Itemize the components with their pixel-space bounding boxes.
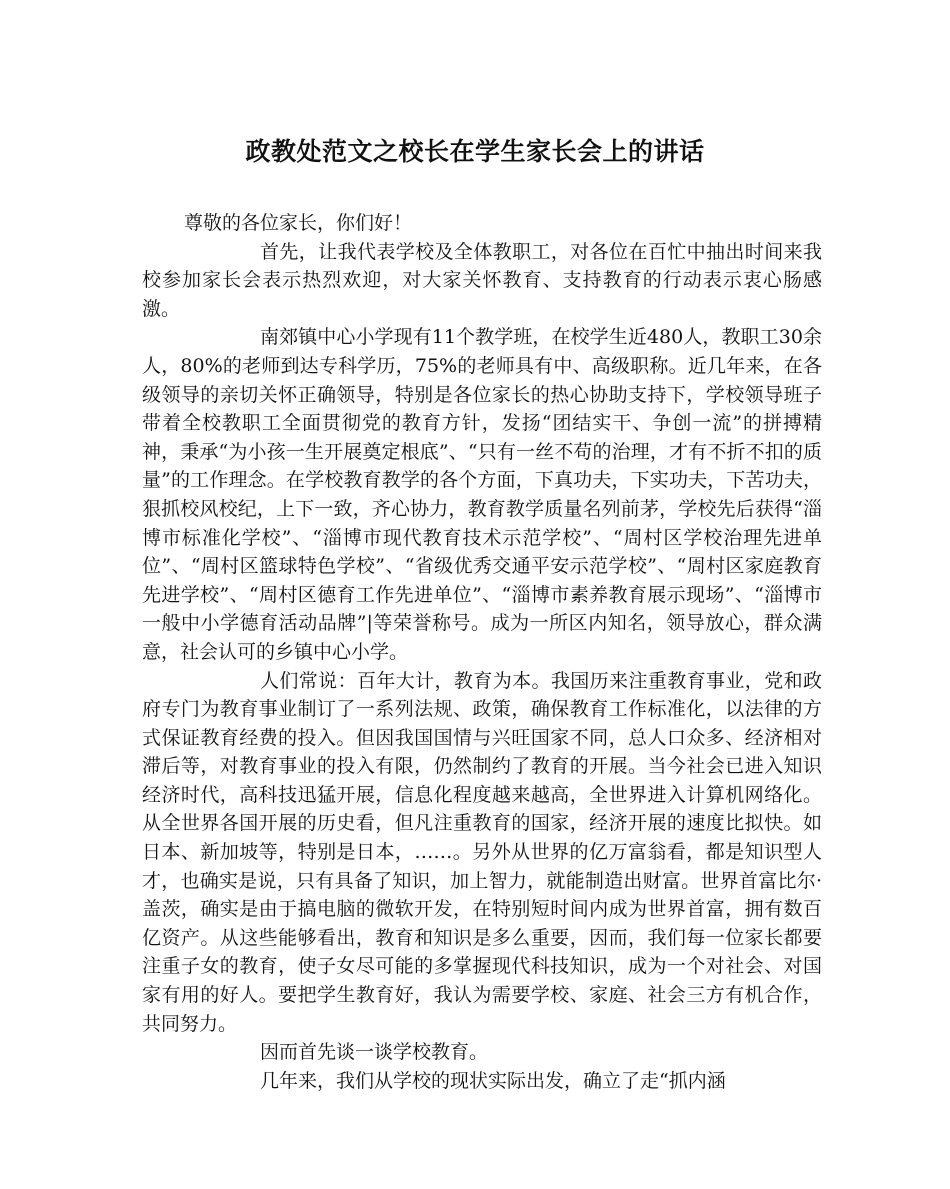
paragraph-school-education-heading: 因而首先谈一谈学校教育。 — [260, 1041, 489, 1064]
salutation: 尊敬的各位家长，你们好！ — [184, 212, 413, 234]
document-body — [142, 209, 822, 1095]
paragraph-school-intro: 南郊镇中心小学现有11个教学班，在校学生近480人，教职工30余人，80%的老师到达专科学历，75%的老师具有中、高级职称。近几年来，在各级领导的亲切关怀正确领导，特别是各位家长的热心协助支持下，学校领导班子带着全校教职工全面贯彻党的教育方针，发扬“团结实干、争创一流”的拼搏精神，秉承“为小孩一生开展奠定根底”、“只有一丝不苟的治理，才有不折不扣的质量”的工作理念。在学校教育教学的各个方面，下真功夫，下实功夫，下苦功夫，狠抓校风校纪，上下一致，齐心协力，教育教学质量名列前茅，学校先后获得“淄博市标准化学校”、“淄博市现代教育技术示范学校”、“周村区学校治理先进单位”、“周村区篮球特色学校”、“省级优秀交通平安示范学校”、“周村区家庭教育先进学校”、“周村区德育工作先进单位”、“淄博市素养教育展示现场”、“淄博市一般中小学德育活动品牌”|等荣誉称号。成为一所区内知名，领导放心，群众满意，社会认可的乡镇中心小学。 — [142, 326, 822, 663]
paragraph-school-practice: 几年来，我们从学校的现状实际出发，确立了走“抓内涵 — [260, 1069, 726, 1092]
paragraph-education-importance: 人们常说：百年大计，教育为本。我国历来注重教育事业，党和政府专门为教育事业制订了一系列法规、政策，确保教育工作标准化，以法律的方式保证教育经费的投入。但因我国国情与兴旺国家不同，总人口众多、经济相对滞后等，对教育事业的投入有限，仍然制约了教育的开展。当今社会已进入知识经济时代，高科技迅猛开展，信息化程度越来越高，全世界进入计算机网络化。从全世界各国开展的历史看，但凡注重教育的国家，经济开展的速度比拟快。如日本、新加坡等，特别是日本，……。另外从世界的亿万富翁看，都是知识型人才，也确实是说，只有具备了知识，加上智力，就能制造出财富。世界首富比尔·盖茨，确实是由于搞电脑的微软开发，在特别短时间内成为世界首富，拥有数百亿资产。从这些能够看出，教育和知识是多么重要，因而，我们每一位家长都要注重子女的教育，使子女尽可能的多掌握现代科技知识，成为一个对社会、对国家有用的好人。要把学生教育好，我认为需要学校、家庭、社会三方有机合作，共同努力。 — [142, 669, 822, 1035]
paragraph-welcome: 首先，让我代表学校及全体教职工，对各位在百忙中抽出时间来我校参加家长会表示热烈欢迎，对大家关怀教育、支持教育的行动表示衷心肠感激。 — [142, 240, 822, 320]
document-title: 政教处范文之校长在学生家长会上的讲话 — [245, 137, 705, 166]
